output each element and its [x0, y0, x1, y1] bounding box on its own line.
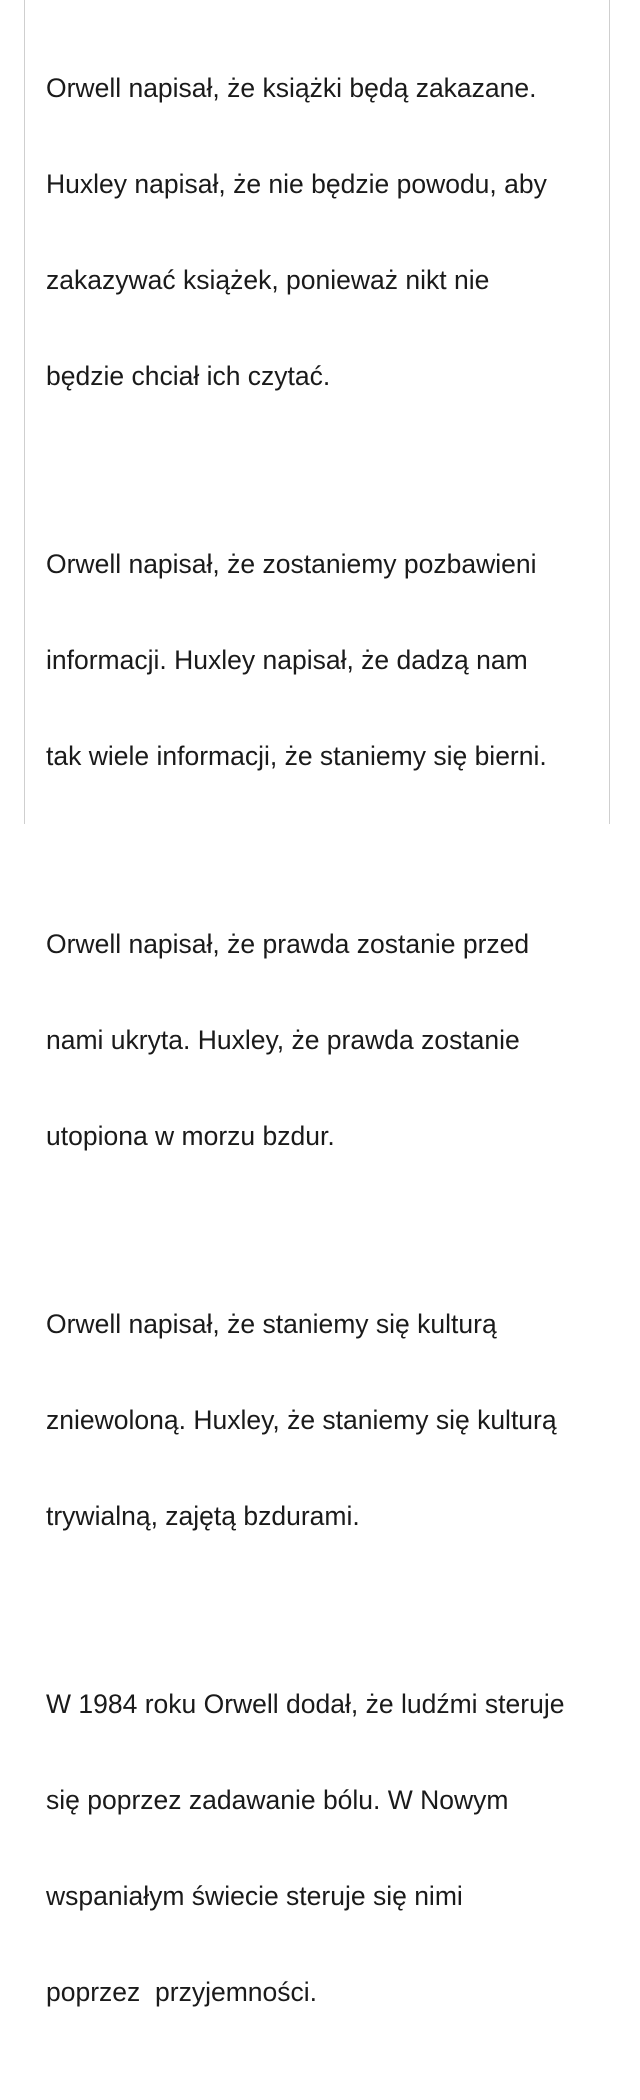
paragraph-4 [46, 1244, 606, 1596]
text-line: się poprzez zadawanie bólu. W Nowym [46, 1785, 509, 1815]
paragraph-2 [46, 484, 606, 836]
text-line: będzie chciał ich czytać. [46, 361, 331, 391]
text-line: Orwell napisał, że zostaniemy pozbawieni [46, 549, 537, 579]
paragraph-3 [46, 864, 606, 1216]
text-line: trywialną, zajętą bzdurami. [46, 1501, 360, 1531]
text-line: tak wiele informacji, że staniemy się bierni. [46, 741, 547, 771]
text-line: W 1984 roku Orwell dodał, że ludźmi steruje [46, 1689, 565, 1719]
paragraph-5 [46, 1624, 606, 2072]
text-line: zniewoloną. Huxley, że staniemy się kulturą [46, 1405, 557, 1435]
text-line: nami ukryta. Huxley, że prawda zostanie [46, 1025, 520, 1055]
text-line: Orwell napisał, że książki będą zakazane. [46, 73, 537, 103]
text-line: utopiona w morzu bzdur. [46, 1121, 335, 1151]
text-line: Huxley napisał, że nie będzie powodu, aby [46, 169, 547, 199]
text-line: poprzez przyjemności. [46, 1977, 317, 2007]
paragraph-1 [46, 8, 606, 456]
text-line: Orwell napisał, że prawda zostanie przed [46, 929, 530, 959]
text-line: wspaniałym świecie steruje się nimi [46, 1881, 463, 1911]
text-line: Orwell napisał, że staniemy się kulturą [46, 1309, 497, 1339]
text-line: informacji. Huxley napisał, że dadzą nam [46, 645, 528, 675]
text-line: zakazywać książek, ponieważ nikt nie [46, 265, 490, 295]
post-body [46, 8, 606, 2100]
